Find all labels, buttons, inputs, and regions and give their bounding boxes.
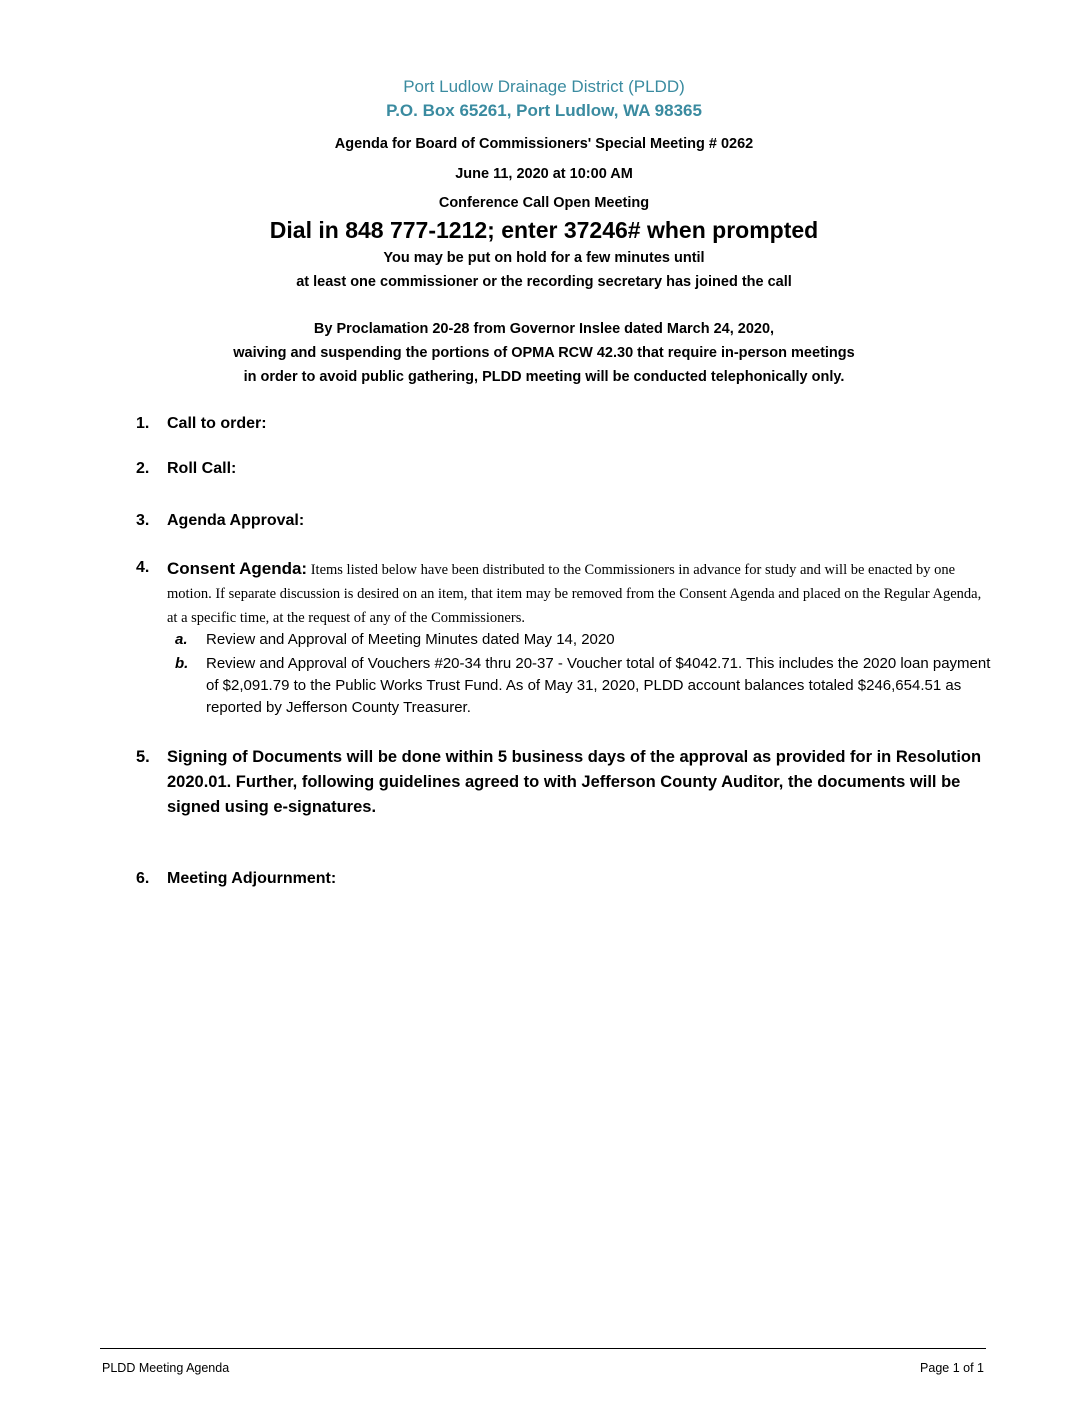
org-address: P.O. Box 65261, Port Ludlow, WA 98365 [386,101,702,120]
item-label: Call to order: [167,415,267,432]
org-name: Port Ludlow Drainage District (PLDD) [403,77,685,96]
item-number: 5. [136,748,150,766]
proclamation-line-3: in order to avoid public gathering, PLDD meeting will be conducted telephonically only. [243,369,845,385]
footer-title: PLDD Meeting Agenda [102,1361,230,1375]
item-number: 1. [136,415,150,432]
hold-notice-line-2: at least one commissioner or the recording secretary has joined the call [296,274,792,290]
consent-text: Items listed below have been distributed to the Commissioners in advance for study and will be enacted by one motion. If separate discussion is desired on an item, that item may be removed from the Consent Agenda and placed on the Regular Agenda, at a specific time, at the request of any of the Commissioners. [167,562,982,626]
item-number: 4. [136,559,150,576]
dial-in-instructions: Dial in 848 777-1212; enter 37246# when prompted [269,217,819,243]
proclamation-line-2: waiving and suspending the portions of OPMA RCW 42.30 that require in-person meetings [233,345,855,361]
meeting-date: June 11, 2020 at 10:00 AM [455,166,633,182]
subitem-text: Review and Approval of Vouchers #20-34 thru 20-37 - Voucher total of $4042.71. This includes the 2020 loan payment of $2,091.79 to the Public Works Trust Fund. As of May 31, 2020, PLDD account balances totaled $246,654.51 as reported by Jefferson County Treasurer. [206,655,991,716]
agenda-title: Agenda for Board of Commissioners' Special Meeting # 0262 [334,136,754,152]
proclamation-line-1: By Proclamation 20-28 from Governor Inslee dated March 24, 2020, [313,321,775,337]
item-number: 2. [136,460,150,477]
footer-page-number: Page 1 of 1 [920,1361,984,1375]
item-number: 6. [136,870,150,887]
item-label: Roll Call: [167,460,237,477]
footer-divider [100,1348,986,1349]
item-number: 3. [136,512,150,529]
item-label: Meeting Adjournment: [167,870,337,887]
hold-notice-line-1: You may be put on hold for a few minutes until [383,250,705,266]
item-text: Signing of Documents will be done within 5 business days of the approval as provided for in Resolution 2020.01. Further, following guidelines agreed to with Jefferson County Auditor, the documents will be signed using e-signatures. [167,748,982,816]
consent-lead: Consent Agenda: [167,559,308,578]
subitem-letter: b. [175,655,189,672]
subitem-text: Review and Approval of Meeting Minutes dated May 14, 2020 [206,631,615,648]
consent-description [167,557,993,630]
meeting-type: Conference Call Open Meeting [438,195,650,211]
item-label: Agenda Approval: [167,512,305,529]
subitem-letter: a. [175,631,188,648]
